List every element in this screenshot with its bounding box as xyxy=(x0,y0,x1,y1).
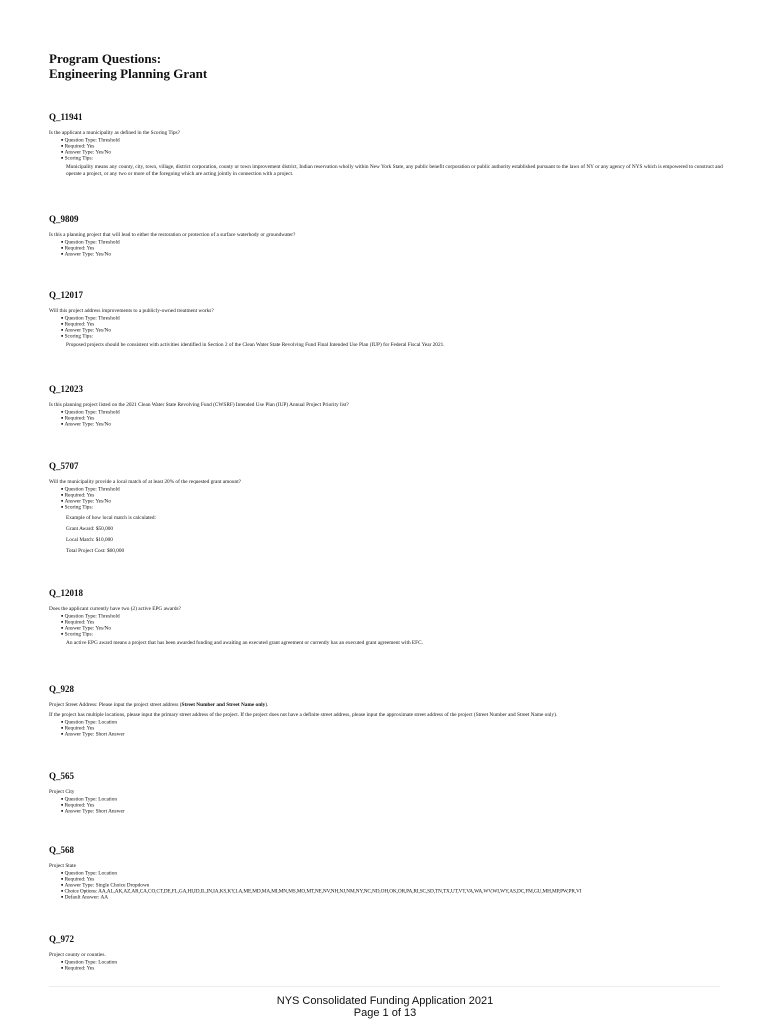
attribute-item: ■ Scoring Tips: xyxy=(61,156,739,162)
question-attributes xyxy=(61,871,739,901)
attribute-item: ■ Answer Type: Yes/No xyxy=(61,328,739,334)
question-section xyxy=(49,461,739,554)
question-attributes xyxy=(61,240,739,258)
footer-divider xyxy=(49,986,720,987)
question-id: Q_5707 xyxy=(49,461,79,471)
question-id: Q_12017 xyxy=(49,290,84,300)
page-title-line-2: Engineering Planning Grant xyxy=(49,66,208,81)
attribute-item: ■ Question Type: Location xyxy=(61,871,739,877)
attribute-item: ■ Scoring Tips: xyxy=(61,632,739,638)
question-text-emphasis: Street Number and Street Name only xyxy=(181,702,266,708)
question-section xyxy=(49,588,739,647)
attribute-item: ■ Required: Yes xyxy=(61,416,739,422)
question-attributes xyxy=(61,316,739,340)
attribute-item: ■ Answer Type: Yes/No xyxy=(61,499,739,505)
question-attributes xyxy=(61,614,739,638)
footer-page-number: Page 1 of 13 xyxy=(353,1007,417,1019)
attribute-item: ■ Required: Yes xyxy=(61,877,739,883)
question-section xyxy=(49,934,739,972)
question-text: Is this a planning project that will lead to either the restoration or protection of a surface waterbody or groundwater? xyxy=(49,232,296,238)
attribute-item: ■ Required: Yes xyxy=(61,726,739,732)
question-text: Project City xyxy=(49,789,75,795)
scoring-tip-line: Total Project Cost: $60,000 xyxy=(66,548,125,554)
question-id: Q_9809 xyxy=(49,214,79,224)
question-attributes xyxy=(61,487,739,511)
attribute-item: ■ Question Type: Location xyxy=(61,960,739,966)
question-attributes xyxy=(61,797,739,815)
scoring-tip-line: Local Match: $10,000 xyxy=(66,537,113,543)
question-note: If the project has multiple locations, please input the primary street address of the project. If the project does not have a definite street address, please input the approximate street address of the project (Street Number and Street Name only). xyxy=(49,712,558,718)
attribute-item: ■ Required: Yes xyxy=(61,246,739,252)
question-text: Project county or counties. xyxy=(49,952,106,958)
attribute-item: ■ Answer Type: Yes/No xyxy=(61,252,739,258)
question-section xyxy=(49,771,739,815)
scoring-tips-text: An active EPG award means a project that has been awarded funding and awaiting an executed grant agreement or currently has an executed grant agreement with EFC. xyxy=(66,640,423,646)
attribute-item: ■ Question Type: Threshold xyxy=(61,316,739,322)
attribute-item: ■ Scoring Tips: xyxy=(61,505,739,511)
attribute-item: ■ Required: Yes xyxy=(61,322,739,328)
question-text: Does the applicant currently have two (2) active EPG awards? xyxy=(49,606,181,612)
page-title-line-1: Program Questions: xyxy=(49,51,162,66)
question-section xyxy=(49,290,739,349)
attribute-item: ■ Question Type: Location xyxy=(61,720,739,726)
attribute-item: ■ Scoring Tips: xyxy=(61,334,739,340)
attribute-item: ■ Answer Type: Short Answer xyxy=(61,809,739,815)
attribute-item: ■ Answer Type: Single Choice Dropdown xyxy=(61,883,739,889)
footer-title: NYS Consolidated Funding Application 2021 xyxy=(276,995,494,1007)
scoring-tips-text: Proposed projects should be consistent with activities identified in Section 2 of the Clean Water State Revolving Fund Final Intended Use Plan (IUP) for Federal Fiscal Year 2021. xyxy=(66,342,445,348)
scoring-tips-text: Municipality means any county, city, town, village, district corporation, county or town improvement district, Indian reservation wholly within New York State, any public benefit corporation or public authority established pursuant to the laws of NY or any agency of NYS which is empowered to construct and operate a project, or any two or more of the foregoing which are acting jointly in connection with a project. xyxy=(66,164,723,177)
question-text: Will the municipality provide a local match of at least 20% of the requested grant amount? xyxy=(49,479,242,485)
question-id: Q_568 xyxy=(49,845,75,855)
attribute-item: ■ Required: Yes xyxy=(61,803,739,809)
question-id: Q_12018 xyxy=(49,588,84,598)
question-id: Q_11941 xyxy=(49,112,83,122)
question-section xyxy=(49,384,739,428)
question-attributes xyxy=(61,720,739,738)
question-attributes xyxy=(61,138,739,162)
question-section xyxy=(49,112,739,177)
question-attributes xyxy=(61,410,739,428)
attribute-item: ■ Question Type: Threshold xyxy=(61,240,739,246)
question-text-part: Project Street Address: Please input the project street address ( xyxy=(49,702,182,708)
attribute-item: ■ Answer Type: Yes/No xyxy=(61,150,739,156)
question-id: Q_928 xyxy=(49,684,75,694)
question-text: Is the applicant a municipality as defined in the Scoring Tips? xyxy=(49,130,180,136)
attribute-item: ■ Required: Yes xyxy=(61,620,739,626)
attribute-item: ■ Answer Type: Yes/No xyxy=(61,422,739,428)
question-text: Project State xyxy=(49,863,76,869)
question-section xyxy=(49,845,739,901)
question-section xyxy=(49,684,739,738)
question-text-part: ). xyxy=(265,702,269,708)
scoring-tip-line: Example of how local match is calculated: xyxy=(66,515,157,521)
attribute-item: ■ Required: Yes xyxy=(61,144,739,150)
attribute-item: ■ Question Type: Location xyxy=(61,797,739,803)
scoring-tip-line: Grant Award: $50,000 xyxy=(66,526,114,532)
attribute-item: ■ Question Type: Threshold xyxy=(61,138,739,144)
attribute-item: ■ Answer Type: Yes/No xyxy=(61,626,739,632)
attribute-item: ■ Answer Type: Short Answer xyxy=(61,732,739,738)
question-text: Will this project address improvements to a publicly-owned treatment works? xyxy=(49,308,214,314)
question-section xyxy=(49,214,739,258)
attribute-item: ■ Question Type: Threshold xyxy=(61,487,739,493)
attribute-item: ■ Question Type: Threshold xyxy=(61,614,739,620)
question-text: Is this planning project listed on the 2021 Clean Water State Revolving Fund (CWSRF) Intended Use Plan (IUP) Annual Project Priority list? xyxy=(49,402,349,408)
attribute-item: ■ Choice Options: AA,AL,AK,AZ,AR,CA,CO,CT,DE,FL,GA,HI,ID,IL,IN,IA,KS,KY,LA,ME,MD,MA,MI,MN,MS,MO,MT,NE,NV,NH,NJ,NM,NY,NC,ND,OH,OK,OR,PA,RI,SC,SD,TN,TX,UT,VT,VA,WA,WV,WI,WY,AS,DC,FM,GU,MH,MP,PW,PR,VI xyxy=(61,889,739,895)
page-title xyxy=(49,51,207,81)
attribute-item: ■ Required: Yes xyxy=(61,966,739,972)
question-id: Q_565 xyxy=(49,771,75,781)
question-text xyxy=(49,702,739,709)
question-id: Q_12023 xyxy=(49,384,84,394)
attribute-item: ■ Required: Yes xyxy=(61,493,739,499)
question-attributes xyxy=(61,960,739,972)
question-id: Q_972 xyxy=(49,934,75,944)
attribute-item: ■ Question Type: Threshold xyxy=(61,410,739,416)
attribute-item: ■ Default Answer: AA xyxy=(61,895,739,901)
